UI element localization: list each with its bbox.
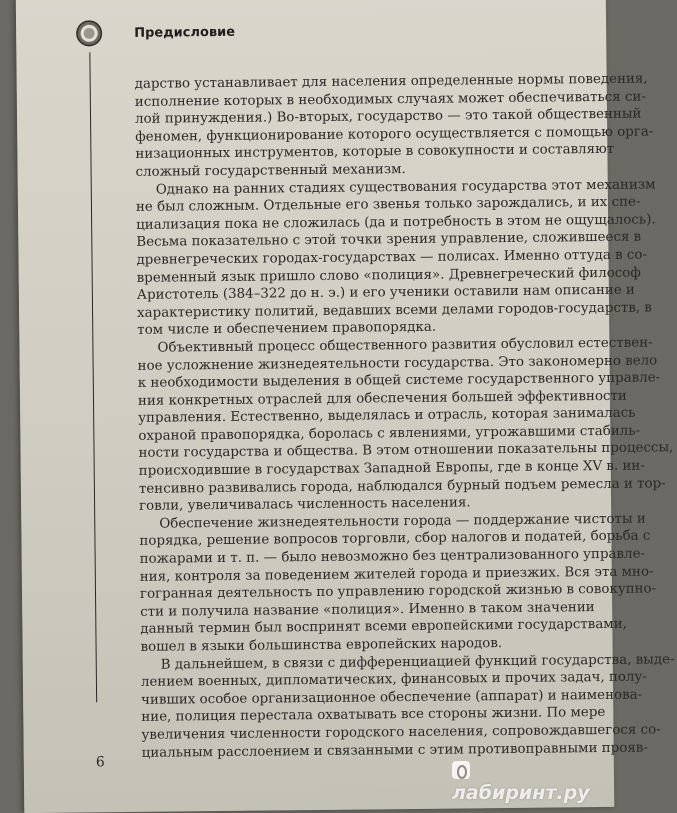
text-line: вошел в языки большинства европейских народов. <box>140 636 503 655</box>
text-line: пожарами и т. п. — было невозможно без централизованного управле- <box>139 546 646 567</box>
text-line: происходившие в государствах Западной Европы, где в конце XV в. ин- <box>138 458 645 479</box>
text-line: Аристотель (384–322 до н. э.) и его ученики оставили нам описание и <box>136 282 636 303</box>
margin-vertical-rule <box>89 52 97 702</box>
text-line: сложный государственный механизм. <box>135 162 406 180</box>
text-line: ное усложнение жизнедеятельности государства. Это закономерно вело <box>137 352 658 374</box>
labirint-logo-icon <box>452 761 470 779</box>
book-page <box>16 0 675 813</box>
text-line: управления. Естественно, выделялась и отрасль, которая занималась <box>138 405 636 427</box>
text-line: чивших особое организационное обеспечение (аппарат) и наименова- <box>141 687 643 708</box>
text-line: увеличения численности городского населения, сопровождавшегося со- <box>141 722 661 743</box>
text-line: циализация пока не сложилась (да и потребность в этом не ощущалось). <box>136 212 656 233</box>
text-line: Объективный процесс общественного развития обусловил естествен- <box>157 335 653 356</box>
text-line: говли, увеличивалась численность населения. <box>139 495 471 515</box>
text-line: Весьма показательно с этой точки зрения управление, сложившееся в <box>136 229 642 251</box>
text-line: к необходимости выделения в общей системе государственного управле- <box>137 370 661 391</box>
watermark <box>452 760 600 804</box>
text-line: не был сложным. Отдельные его звенья только зарождались, и их спе- <box>135 194 641 216</box>
text-line: древнегреческих городах-государствах — полисах. Именно оттуда в со- <box>136 247 648 268</box>
text-line: гогранная деятельность по управлению городской жизнью в совокупно- <box>139 581 657 603</box>
text-line: лением военных, дипломатических, финансовых и прочих задач, полу- <box>140 669 647 691</box>
text-line: сти и получила название «полиция». Именно в таком значении <box>140 599 595 620</box>
text-line: Обеспечение жизнедеятельности города — поддержание чистоты и <box>159 511 646 532</box>
running-header-title: Предисловие <box>134 24 236 41</box>
paragraph-1 <box>134 71 654 181</box>
text-line: охраной правопорядка, боролась с явлениями, угрожавшими стабиль- <box>138 423 641 444</box>
text-line: порядка, решение вопросов торговли, сбор налогов и податей, борьба с <box>139 528 651 550</box>
text-line: временный язык пришло слово «полиция». Древнегреческий философ <box>136 265 641 286</box>
paragraph-5 <box>140 651 675 762</box>
text-line: ности государства и общества. В этом отношении показательны процессы, <box>138 440 674 462</box>
paragraph-4 <box>139 511 657 656</box>
text-line: лой принуждения.) Во-вторых, государство — это такой общественный <box>134 106 642 128</box>
text-line: В дальнейшем, в связи с дифференциацией функций государства, выде- <box>160 651 675 673</box>
page-number: 6 <box>95 754 105 771</box>
text-line: феномен, функционирование которого осуществляется с помощью орга- <box>135 124 654 145</box>
text-line: характеристику политий, ведавших всеми делами городов-государств, в <box>137 300 653 321</box>
text-line: данный термин был воспринят всеми европейскими государствами, <box>140 617 627 638</box>
body-text <box>134 71 675 762</box>
text-line: Однако на ранних стадиях существования государства этот механизм <box>155 176 656 198</box>
text-line: исполнение которых в необходимых случаях может обеспечиваться си- <box>134 89 647 110</box>
paragraph-2 <box>135 176 656 340</box>
text-line: циальным расслоением и связанными с этим противоправными прояв- <box>141 740 648 761</box>
text-line: том числе и обеспечением правопорядка. <box>137 320 437 339</box>
round-seal-ornament-icon <box>76 20 102 46</box>
paragraph-3 <box>137 335 674 515</box>
text-line: дарство устанавливает для населения определенные нормы поведения, <box>134 71 648 92</box>
text-line: ния, контроля за поведением жителей города и приезжих. Вся эта мно- <box>139 564 654 585</box>
text-line: низационных инструментов, которые в совокупности и составляют <box>135 142 615 163</box>
watermark-text: лабиринт.ру <box>452 782 590 804</box>
text-line: тенсивно развивались города, наблюдался бурный подъем ремесла и тор- <box>138 475 666 497</box>
text-line: ния конкретных отраслей для обеспечения большей эффективности <box>137 388 627 409</box>
text-line: ние, полиция перестала охватывать все стороны жизни. По мере <box>141 705 606 726</box>
